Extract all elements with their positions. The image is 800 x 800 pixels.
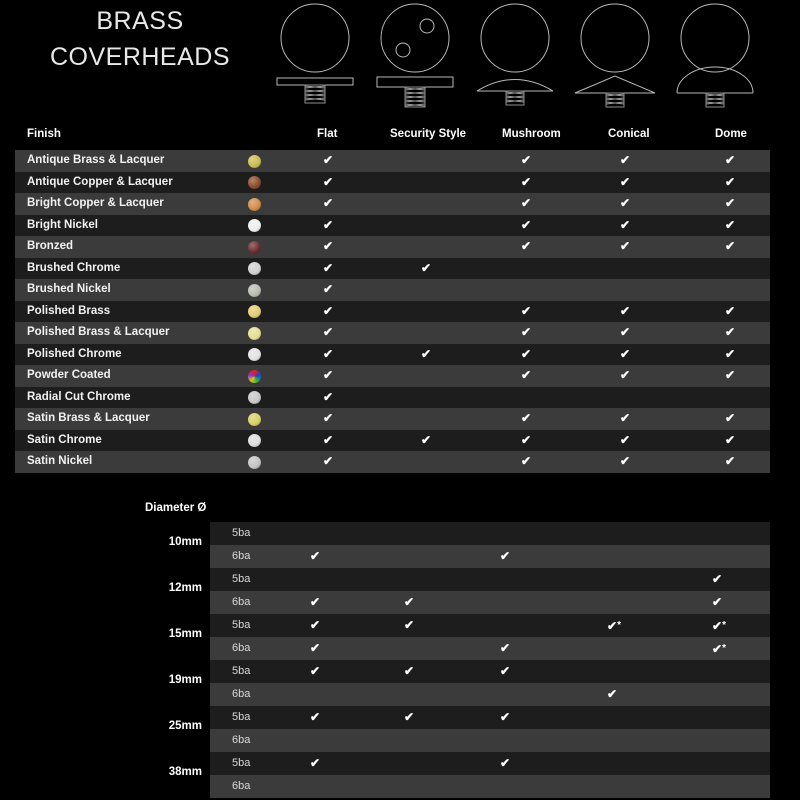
coverhead-illustration-security-style: [365, 0, 465, 115]
finish-swatch: [248, 155, 261, 168]
availability-check: ✔: [323, 346, 334, 361]
thread-size-label: 6ba: [232, 780, 251, 792]
availability-check: ✔: [620, 432, 631, 447]
availability-check: ✔: [310, 618, 321, 632]
availability-check: ✔: [620, 196, 631, 210]
finish-table: [15, 125, 770, 473]
availability-check: ✔: [521, 153, 532, 167]
coverhead-illustration-flat: [265, 0, 365, 115]
footnote-asterisk: *: [617, 620, 621, 631]
finish-table-row[interactable]: [15, 430, 770, 452]
availability-check: ✔: [310, 756, 321, 770]
availability-check: ✔: [421, 260, 432, 275]
finish-name: Polished Brass & Lacquer: [27, 326, 170, 338]
availability-check: ✔: [521, 454, 532, 468]
finish-column-header: Conical: [608, 128, 650, 140]
availability-check: ✔: [725, 217, 736, 232]
diameter-table-row[interactable]: [210, 660, 770, 683]
finish-name: Radial Cut Chrome: [27, 390, 131, 403]
availability-check: ✔*: [712, 642, 726, 656]
finish-name: Polished Chrome: [27, 347, 122, 360]
finish-name: Brushed Nickel: [27, 283, 111, 295]
finish-column-header: Flat: [317, 128, 338, 140]
finish-swatch: [248, 198, 261, 211]
availability-check: ✔: [620, 325, 631, 339]
finish-table-row[interactable]: [15, 365, 770, 387]
footnote-asterisk: *: [722, 620, 726, 631]
finish-table-row[interactable]: [15, 193, 770, 215]
thread-size-label: 5ba: [232, 619, 251, 631]
finish-swatch: [248, 391, 261, 404]
availability-check: ✔: [620, 239, 631, 253]
availability-check: ✔: [620, 174, 631, 189]
finish-table-row[interactable]: [15, 215, 770, 237]
thread-size-label: 6ba: [232, 642, 251, 654]
finish-column-header: Finish: [27, 128, 61, 140]
availability-check: ✔: [521, 196, 532, 210]
availability-check: ✔: [725, 303, 736, 318]
finish-swatch: [248, 413, 261, 426]
diameter-table-row[interactable]: [210, 637, 770, 660]
availability-check: ✔: [404, 618, 415, 632]
availability-check: ✔: [521, 174, 532, 189]
diameter-table-row[interactable]: [210, 706, 770, 729]
availability-check: ✔: [620, 411, 631, 425]
availability-check: ✔: [725, 174, 736, 189]
finish-table-row[interactable]: [15, 301, 770, 323]
finish-column-header: Security Style: [390, 128, 467, 140]
diameter-label: 12mm: [168, 582, 202, 594]
diameter-table-row[interactable]: [210, 545, 770, 568]
availability-check: ✔: [323, 368, 334, 382]
availability-check: ✔: [712, 595, 723, 609]
finish-name: Bronzed: [27, 240, 73, 252]
finish-table-row[interactable]: [15, 451, 770, 473]
availability-check: ✔: [521, 432, 532, 447]
coverhead-illustration-dome: [665, 0, 765, 115]
availability-check: ✔: [323, 325, 334, 339]
finish-swatch: [248, 305, 261, 318]
availability-check: ✔: [725, 153, 736, 167]
availability-check: ✔: [500, 664, 511, 678]
availability-check: ✔: [607, 687, 618, 701]
availability-check: ✔: [323, 196, 334, 210]
footnote-asterisk: *: [722, 643, 726, 654]
thread-size-label: 6ba: [232, 734, 251, 746]
availability-check: ✔: [421, 432, 432, 447]
availability-check: ✔: [404, 595, 415, 609]
availability-check: ✔: [500, 641, 511, 655]
page-title-line-1: BRASS: [96, 7, 184, 35]
availability-check: ✔: [310, 595, 321, 609]
finish-name: Polished Brass: [27, 304, 111, 317]
coverhead-illustrations: [265, 0, 800, 120]
availability-check: ✔: [323, 303, 334, 318]
availability-check: ✔: [323, 153, 334, 167]
diameter-label: 10mm: [168, 536, 202, 548]
availability-check: ✔: [323, 389, 334, 404]
diameter-table-row[interactable]: [210, 522, 770, 545]
availability-check: ✔: [712, 572, 723, 586]
availability-check: ✔: [310, 641, 321, 655]
page-title-line-2: COVERHEADS: [49, 43, 231, 71]
availability-check: ✔: [323, 411, 334, 425]
availability-check: ✔: [521, 368, 532, 382]
availability-check: ✔: [620, 153, 631, 167]
finish-swatch: [248, 434, 261, 447]
availability-check: ✔: [725, 196, 736, 210]
availability-check: ✔: [521, 217, 532, 232]
finish-swatch: [248, 456, 261, 469]
thread-size-label: 5ba: [232, 711, 251, 723]
availability-check: ✔: [310, 549, 321, 563]
diameter-table-row[interactable]: [210, 775, 770, 798]
availability-check: ✔: [323, 454, 334, 468]
availability-check: ✔: [500, 549, 511, 563]
availability-check: ✔: [725, 454, 736, 468]
availability-check: ✔: [725, 325, 736, 339]
diameter-table: [210, 522, 770, 798]
finish-swatch: [248, 176, 261, 189]
finish-table-row[interactable]: [15, 387, 770, 409]
thread-size-label: 6ba: [232, 596, 251, 608]
finish-swatch: [248, 219, 261, 232]
availability-check: ✔: [620, 368, 631, 382]
availability-check: ✔: [620, 454, 631, 468]
availability-check: ✔: [521, 303, 532, 318]
finish-name: Antique Brass & Lacquer: [27, 154, 165, 166]
availability-check: ✔*: [607, 619, 621, 633]
availability-check: ✔: [620, 346, 631, 361]
diameter-table-row[interactable]: [210, 752, 770, 775]
availability-check: ✔: [521, 411, 532, 425]
availability-check: ✔: [725, 432, 736, 447]
finish-table-row[interactable]: [15, 172, 770, 194]
diameter-table-row[interactable]: [210, 729, 770, 752]
availability-check: ✔: [421, 346, 432, 361]
finish-name: Satin Nickel: [27, 455, 93, 467]
availability-check: ✔: [310, 664, 321, 678]
diameter-table-row[interactable]: [210, 683, 770, 706]
diameter-label: 15mm: [168, 628, 202, 640]
finish-swatch: [248, 262, 261, 275]
availability-check: ✔: [500, 710, 511, 724]
availability-check: ✔: [310, 710, 321, 724]
finish-name: Bright Copper & Lacquer: [27, 197, 164, 209]
availability-check: ✔: [620, 303, 631, 318]
diameter-label: 38mm: [168, 766, 202, 778]
availability-check: ✔: [620, 217, 631, 232]
availability-check: ✔: [521, 325, 532, 339]
availability-check: ✔: [323, 260, 334, 275]
finish-table-row[interactable]: [15, 344, 770, 366]
thread-size-label: 5ba: [232, 665, 251, 677]
diameter-label: 19mm: [168, 674, 202, 686]
finish-column-header: Dome: [715, 128, 747, 140]
availability-check: ✔: [521, 346, 532, 361]
finish-table-header: [15, 125, 770, 150]
coverhead-illustration-mushroom: [465, 0, 565, 115]
availability-check: ✔: [725, 411, 736, 425]
page-title: [40, 3, 240, 75]
finish-swatch: [248, 370, 261, 383]
thread-size-label: 5ba: [232, 757, 251, 769]
thread-size-label: 6ba: [232, 550, 251, 562]
availability-check: ✔: [323, 282, 334, 296]
finish-name: Antique Copper & Lacquer: [27, 175, 173, 188]
diameter-table-row[interactable]: [210, 591, 770, 614]
availability-check: ✔*: [712, 619, 726, 633]
finish-table-row[interactable]: [15, 279, 770, 301]
availability-check: ✔: [725, 368, 736, 382]
diameter-label: 25mm: [168, 720, 202, 732]
diameter-table-row[interactable]: [210, 614, 770, 637]
finish-name: Satin Chrome: [27, 433, 102, 446]
finish-column-header: Mushroom: [502, 128, 561, 140]
availability-check: ✔: [323, 239, 334, 253]
thread-size-label: 5ba: [232, 573, 251, 585]
page-header: [0, 0, 800, 120]
thread-size-label: 6ba: [232, 688, 251, 700]
finish-table-row[interactable]: [15, 236, 770, 258]
availability-check: ✔: [323, 217, 334, 232]
finish-table-row[interactable]: [15, 150, 770, 172]
finish-name: Powder Coated: [27, 369, 111, 381]
thread-size-label: 5ba: [232, 527, 251, 539]
availability-check: ✔: [500, 756, 511, 770]
availability-check: ✔: [521, 239, 532, 253]
finish-table-row[interactable]: [15, 322, 770, 344]
finish-table-row[interactable]: [15, 258, 770, 280]
availability-check: ✔: [404, 664, 415, 678]
diameter-title: Diameter Ø: [145, 502, 207, 514]
availability-check: ✔: [323, 432, 334, 447]
availability-check: ✔: [725, 346, 736, 361]
finish-name: Brushed Chrome: [27, 261, 121, 274]
finish-table-row[interactable]: [15, 408, 770, 430]
coverhead-illustration-conical: [565, 0, 665, 115]
availability-check: ✔: [323, 174, 334, 189]
finish-swatch: [248, 348, 261, 361]
diameter-table-row[interactable]: [210, 568, 770, 591]
finish-swatch: [248, 327, 261, 340]
finish-name: Bright Nickel: [27, 218, 98, 231]
availability-check: ✔: [404, 710, 415, 724]
finish-swatch: [248, 284, 261, 297]
finish-swatch: [248, 241, 261, 254]
availability-check: ✔: [725, 239, 736, 253]
finish-name: Satin Brass & Lacquer: [27, 412, 150, 424]
